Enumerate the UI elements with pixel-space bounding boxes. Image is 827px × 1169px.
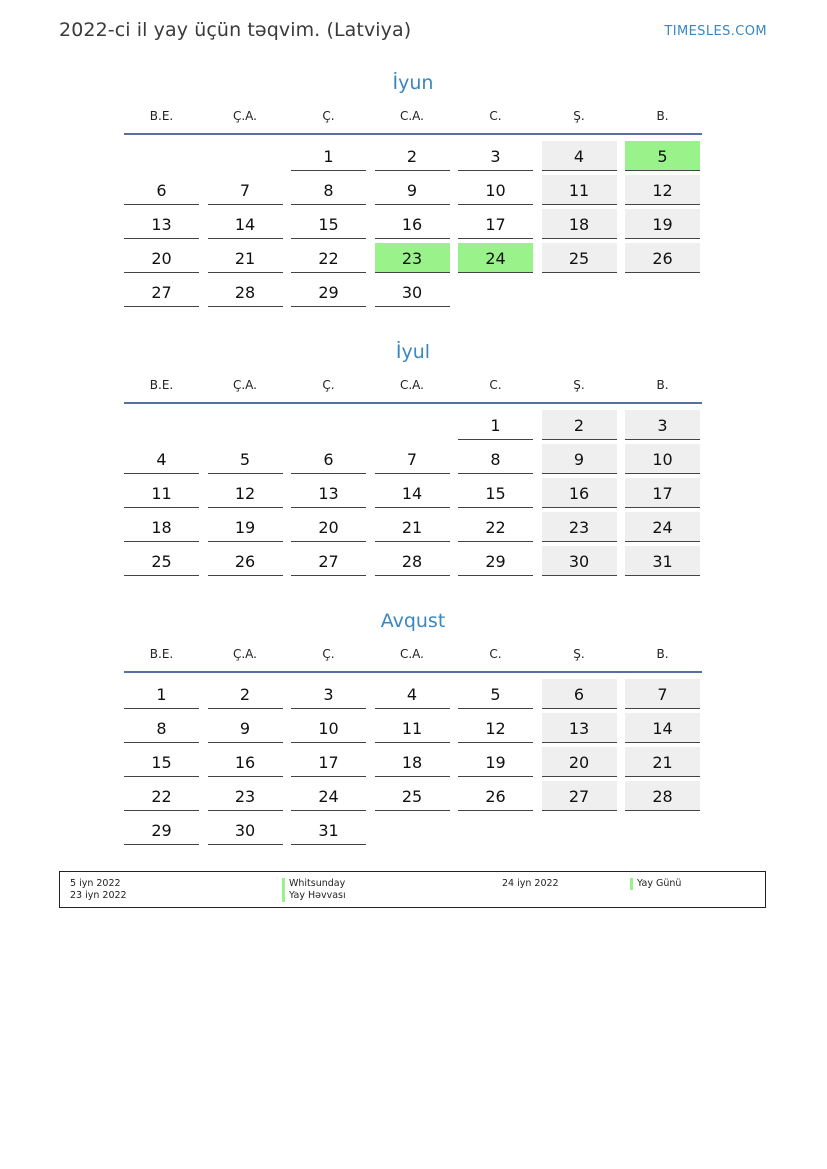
- day-cell[interactable]: 3: [291, 679, 366, 709]
- day-cell[interactable]: 22: [458, 512, 533, 542]
- weekday-header: [124, 107, 702, 135]
- weekday-label: Ş.: [573, 378, 585, 392]
- legend-color-marker: [282, 878, 285, 890]
- day-cell[interactable]: 18: [124, 512, 199, 542]
- day-cell[interactable]: 28: [375, 546, 450, 576]
- day-cell[interactable]: 3: [625, 410, 700, 440]
- day-cell[interactable]: 14: [208, 209, 283, 239]
- day-cell[interactable]: 25: [542, 243, 617, 273]
- day-cell[interactable]: 4: [375, 679, 450, 709]
- day-cell[interactable]: 28: [208, 277, 283, 307]
- day-grid: [124, 410, 702, 576]
- day-cell[interactable]: 5: [208, 444, 283, 474]
- day-cell[interactable]: 1: [124, 679, 199, 709]
- day-cell[interactable]: 14: [625, 713, 700, 743]
- month-title: Avqust: [380, 610, 446, 632]
- day-cell[interactable]: 9: [542, 444, 617, 474]
- day-cell[interactable]: 19: [208, 512, 283, 542]
- empty-cell: [291, 410, 366, 440]
- day-cell[interactable]: 22: [291, 243, 366, 273]
- day-cell[interactable]: 11: [124, 478, 199, 508]
- day-cell[interactable]: 2: [208, 679, 283, 709]
- day-grid: [124, 141, 702, 307]
- day-cell[interactable]: 11: [375, 713, 450, 743]
- day-cell[interactable]: 20: [291, 512, 366, 542]
- weekday-label: B.: [656, 647, 669, 661]
- legend-color-marker: [282, 890, 285, 902]
- day-cell[interactable]: 30: [375, 277, 450, 307]
- day-grid: [124, 679, 702, 845]
- weekday-label: Ç.A.: [232, 109, 257, 123]
- holiday-legend: [59, 871, 766, 908]
- day-cell[interactable]: 16: [542, 478, 617, 508]
- day-cell[interactable]: 1: [458, 410, 533, 440]
- day-cell[interactable]: 18: [375, 747, 450, 777]
- day-cell[interactable]: 30: [208, 815, 283, 845]
- day-cell[interactable]: 7: [208, 175, 283, 205]
- day-cell[interactable]: 1: [291, 141, 366, 171]
- day-cell[interactable]: 13: [542, 713, 617, 743]
- empty-cell: [208, 410, 283, 440]
- day-cell[interactable]: 9: [208, 713, 283, 743]
- day-cell[interactable]: 10: [291, 713, 366, 743]
- weekday-label: C.: [489, 109, 502, 123]
- day-cell[interactable]: 17: [625, 478, 700, 508]
- day-cell[interactable]: 15: [291, 209, 366, 239]
- weekday-label: Ç.A.: [232, 647, 257, 661]
- weekday-label: C.A.: [399, 647, 424, 661]
- day-cell[interactable]: 7: [625, 679, 700, 709]
- weekday-label: B.: [656, 109, 669, 123]
- day-cell[interactable]: 12: [208, 478, 283, 508]
- day-cell[interactable]: 12: [625, 175, 700, 205]
- day-cell[interactable]: 20: [124, 243, 199, 273]
- day-cell[interactable]: 7: [375, 444, 450, 474]
- day-cell[interactable]: 6: [124, 175, 199, 205]
- month-2: [124, 608, 702, 845]
- day-cell[interactable]: 8: [291, 175, 366, 205]
- day-cell[interactable]: 25: [124, 546, 199, 576]
- month-1: [124, 339, 702, 576]
- weekday-label: C.A.: [399, 378, 424, 392]
- day-cell[interactable]: 26: [625, 243, 700, 273]
- day-cell[interactable]: 27: [291, 546, 366, 576]
- day-cell[interactable]: 23: [208, 781, 283, 811]
- weekday-label: Ç.A.: [232, 378, 257, 392]
- day-cell[interactable]: 5: [458, 679, 533, 709]
- weekday-label: B.: [656, 378, 669, 392]
- empty-cell: [375, 410, 450, 440]
- day-cell[interactable]: 18: [542, 209, 617, 239]
- day-cell[interactable]: 8: [458, 444, 533, 474]
- day-cell[interactable]: 15: [458, 478, 533, 508]
- day-cell[interactable]: 6: [291, 444, 366, 474]
- day-cell[interactable]: 21: [375, 512, 450, 542]
- day-cell[interactable]: 14: [375, 478, 450, 508]
- day-cell[interactable]: 19: [625, 209, 700, 239]
- day-cell[interactable]: 8: [124, 713, 199, 743]
- day-cell[interactable]: 10: [625, 444, 700, 474]
- legend-date: 24 iyn 2022: [502, 878, 559, 889]
- holiday-day-cell[interactable]: 24: [458, 243, 533, 273]
- page-title: 2022-ci il yay üçün təqvim. (Latviya): [59, 19, 412, 41]
- day-cell[interactable]: 2: [375, 141, 450, 171]
- holiday-day-cell[interactable]: 5: [625, 141, 700, 171]
- day-cell[interactable]: 28: [625, 781, 700, 811]
- day-cell[interactable]: 26: [208, 546, 283, 576]
- day-cell[interactable]: 27: [542, 781, 617, 811]
- weekday-label: B.E.: [149, 378, 174, 392]
- day-cell[interactable]: 11: [542, 175, 617, 205]
- weekday-label: Ş.: [573, 109, 585, 123]
- day-cell[interactable]: 25: [375, 781, 450, 811]
- day-cell[interactable]: 31: [291, 815, 366, 845]
- month-title: İyun: [392, 72, 434, 94]
- holiday-day-cell[interactable]: 23: [375, 243, 450, 273]
- day-cell[interactable]: 3: [458, 141, 533, 171]
- day-cell[interactable]: 4: [124, 444, 199, 474]
- day-cell[interactable]: 13: [291, 478, 366, 508]
- legend-name: Yay Həvvası: [289, 890, 346, 901]
- day-cell[interactable]: 19: [458, 747, 533, 777]
- day-cell[interactable]: 29: [291, 277, 366, 307]
- legend-date: 5 iyn 2022: [70, 878, 121, 889]
- weekday-label: C.: [489, 647, 502, 661]
- weekday-header: [124, 376, 702, 404]
- weekday-header: [124, 645, 702, 673]
- empty-cell: [124, 410, 199, 440]
- day-cell[interactable]: 26: [458, 781, 533, 811]
- day-cell[interactable]: 9: [375, 175, 450, 205]
- weekday-label: Ç.: [322, 109, 335, 123]
- legend-name: Whitsunday: [289, 878, 346, 889]
- weekday-label: Ç.: [322, 647, 335, 661]
- day-cell[interactable]: 4: [542, 141, 617, 171]
- empty-cell: [124, 141, 199, 171]
- day-cell[interactable]: 30: [542, 546, 617, 576]
- legend-color-marker: [630, 878, 633, 890]
- day-cell[interactable]: 24: [291, 781, 366, 811]
- weekday-label: C.: [489, 378, 502, 392]
- empty-cell: [208, 141, 283, 171]
- day-cell[interactable]: 12: [458, 713, 533, 743]
- day-cell[interactable]: 17: [291, 747, 366, 777]
- legend-date: 23 iyn 2022: [70, 890, 127, 901]
- day-cell[interactable]: 29: [124, 815, 199, 845]
- weekday-label: B.E.: [149, 647, 174, 661]
- legend-item: [70, 890, 760, 902]
- day-cell[interactable]: 21: [625, 747, 700, 777]
- day-cell[interactable]: 15: [124, 747, 199, 777]
- day-cell[interactable]: 21: [208, 243, 283, 273]
- legend-name: Yay Günü: [637, 878, 682, 889]
- legend-item: [502, 878, 752, 890]
- weekday-label: Ş.: [573, 647, 585, 661]
- day-cell[interactable]: 13: [124, 209, 199, 239]
- day-cell[interactable]: 16: [375, 209, 450, 239]
- weekday-label: C.A.: [399, 109, 424, 123]
- day-cell[interactable]: 27: [124, 277, 199, 307]
- day-cell[interactable]: 31: [625, 546, 700, 576]
- month-0: [124, 70, 702, 307]
- day-cell[interactable]: 23: [542, 512, 617, 542]
- day-cell[interactable]: 29: [458, 546, 533, 576]
- weekday-label: B.E.: [149, 109, 174, 123]
- day-cell[interactable]: 24: [625, 512, 700, 542]
- day-cell[interactable]: 16: [208, 747, 283, 777]
- day-cell[interactable]: 10: [458, 175, 533, 205]
- day-cell[interactable]: 2: [542, 410, 617, 440]
- day-cell[interactable]: 6: [542, 679, 617, 709]
- day-cell[interactable]: 17: [458, 209, 533, 239]
- brand-link[interactable]: TIMESLES.COM: [664, 24, 767, 39]
- day-cell[interactable]: 20: [542, 747, 617, 777]
- weekday-label: Ç.: [322, 378, 335, 392]
- month-title: İyul: [395, 341, 431, 363]
- day-cell[interactable]: 22: [124, 781, 199, 811]
